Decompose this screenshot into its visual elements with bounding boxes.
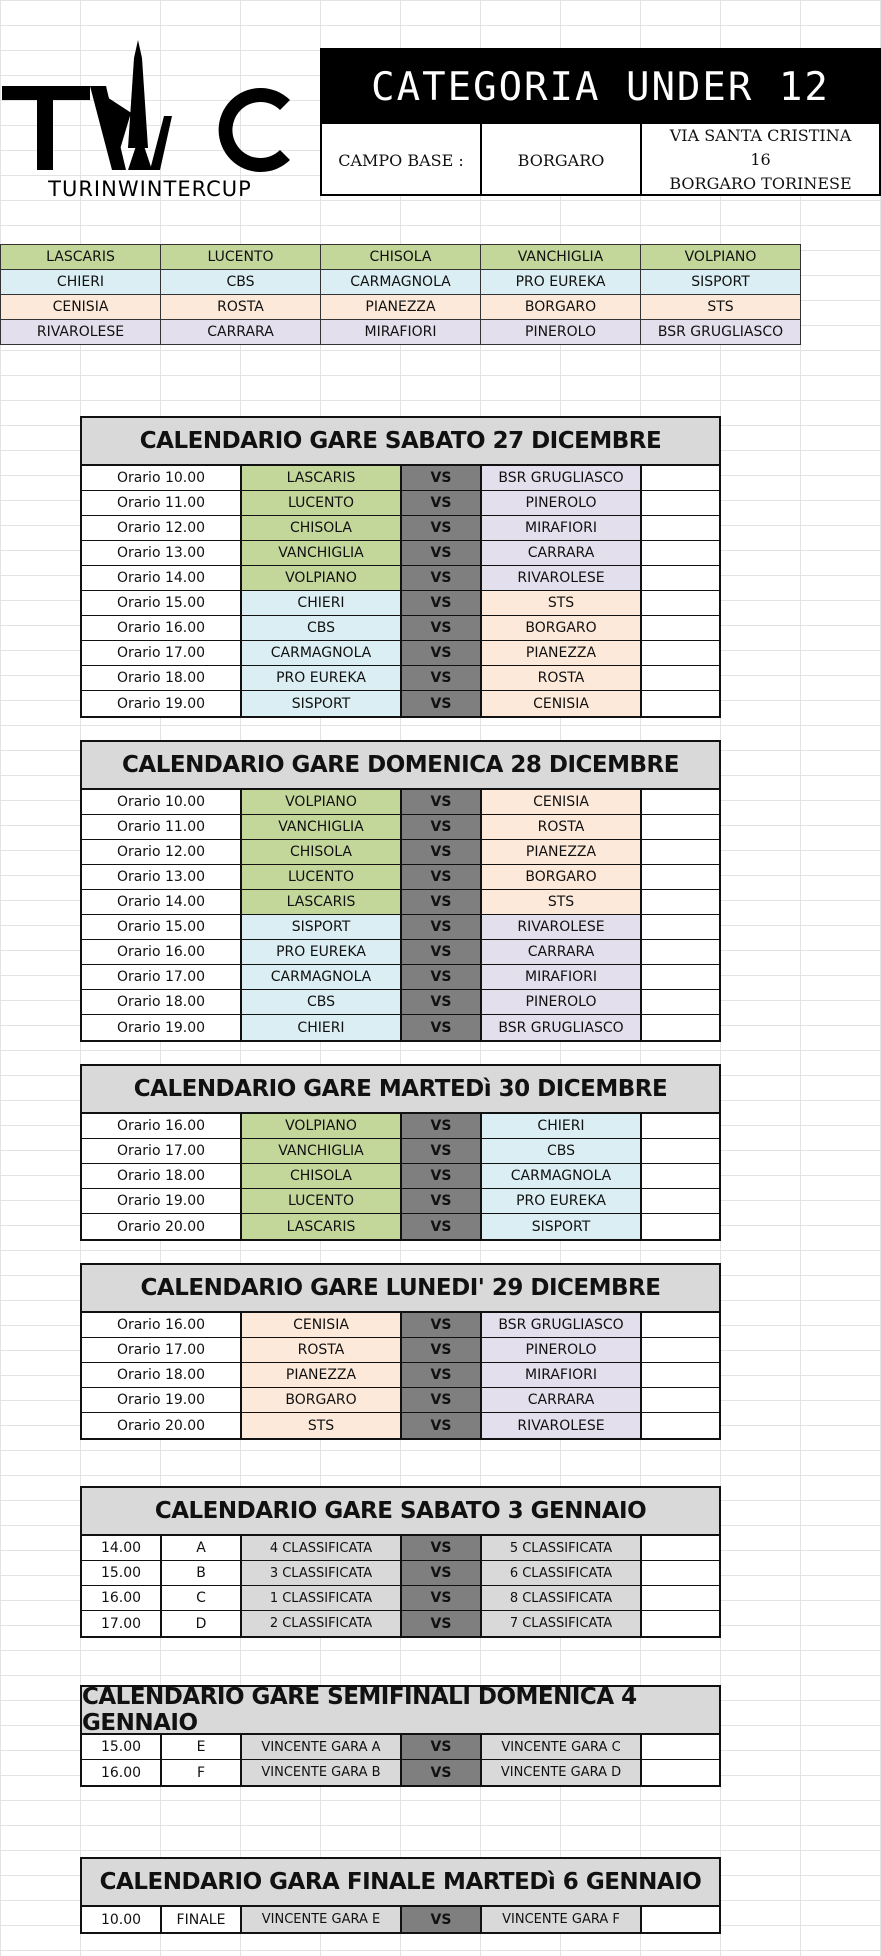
match-row xyxy=(82,1561,719,1586)
home-team: CBS xyxy=(242,616,402,640)
away-team: PIANEZZA xyxy=(482,840,642,864)
home-team: VOLPIANO xyxy=(242,790,402,814)
score-cell xyxy=(642,1536,719,1560)
group-team-cell: VOLPIANO xyxy=(641,245,801,270)
schedule-title: CALENDARIO GARE MARTEDì 30 DICEMBRE xyxy=(82,1066,719,1114)
vs-label: VS xyxy=(402,1189,482,1213)
score-cell xyxy=(642,1388,719,1412)
category-title: CATEGORIA UNDER 12 xyxy=(322,50,879,124)
home-team: VANCHIGLIA xyxy=(242,541,402,565)
away-team: RIVAROLESE xyxy=(482,1413,642,1438)
match-row xyxy=(82,691,719,716)
away-team: ROSTA xyxy=(482,666,642,690)
vs-label: VS xyxy=(402,1561,482,1585)
match-row xyxy=(82,1164,719,1189)
group-row xyxy=(1,270,801,295)
match-id: E xyxy=(162,1735,242,1759)
score-cell xyxy=(642,1015,719,1040)
group-team-cell: STS xyxy=(641,295,801,320)
vs-label: VS xyxy=(402,965,482,989)
score-cell xyxy=(642,1164,719,1188)
schedule-title: CALENDARIO GARE DOMENICA 28 DICEMBRE xyxy=(82,742,719,790)
match-row xyxy=(82,566,719,591)
match-time: Orario 11.00 xyxy=(82,815,242,839)
away-team: RIVAROLESE xyxy=(482,915,642,939)
vs-label: VS xyxy=(402,691,482,716)
score-cell xyxy=(642,666,719,690)
home-team: LASCARIS xyxy=(242,466,402,490)
vs-label: VS xyxy=(402,1760,482,1785)
home-team: SISPORT xyxy=(242,915,402,939)
vs-label: VS xyxy=(402,666,482,690)
match-time: Orario 13.00 xyxy=(82,865,242,889)
address-line-3: BORGARO TORINESE xyxy=(669,174,852,193)
away-team: MIRAFIORI xyxy=(482,965,642,989)
away-team: PRO EUREKA xyxy=(482,1189,642,1213)
away-team: PIANEZZA xyxy=(482,641,642,665)
score-cell xyxy=(642,1338,719,1362)
group-row xyxy=(1,245,801,270)
home-team: CHIERI xyxy=(242,1015,402,1040)
away-team: MIRAFIORI xyxy=(482,1363,642,1387)
group-team-cell: MIRAFIORI xyxy=(321,320,481,345)
home-team: STS xyxy=(242,1413,402,1438)
group-team-cell: ROSTA xyxy=(161,295,321,320)
away-team: BORGARO xyxy=(482,616,642,640)
match-time: Orario 12.00 xyxy=(82,516,242,540)
home-team: CBS xyxy=(242,990,402,1014)
score-cell xyxy=(642,1413,719,1438)
vs-label: VS xyxy=(402,1338,482,1362)
schedule-title: CALENDARIO GARE SABATO 3 GENNAIO xyxy=(82,1488,719,1536)
home-team: VANCHIGLIA xyxy=(242,815,402,839)
schedule-table xyxy=(80,740,721,1042)
vs-label: VS xyxy=(402,1015,482,1040)
score-cell xyxy=(642,890,719,914)
group-team-cell: VANCHIGLIA xyxy=(481,245,641,270)
home-team: LUCENTO xyxy=(242,865,402,889)
match-row xyxy=(82,840,719,865)
match-time: 16.00 xyxy=(82,1760,162,1785)
match-time: Orario 16.00 xyxy=(82,940,242,964)
away-team: 6 CLASSIFICATA xyxy=(482,1561,642,1585)
match-id: B xyxy=(162,1561,242,1585)
schedule-title: CALENDARIO GARA FINALE MARTEDì 6 GENNAIO xyxy=(82,1859,719,1907)
home-team: 3 CLASSIFICATA xyxy=(242,1561,402,1585)
home-team: VINCENTE GARA E xyxy=(242,1907,402,1932)
vs-label: VS xyxy=(402,1413,482,1438)
match-row xyxy=(82,591,719,616)
match-time: Orario 17.00 xyxy=(82,965,242,989)
vs-label: VS xyxy=(402,1114,482,1138)
away-team: BSR GRUGLIASCO xyxy=(482,1015,642,1040)
match-row xyxy=(82,1760,719,1785)
away-team: CARRARA xyxy=(482,940,642,964)
match-time: Orario 19.00 xyxy=(82,691,242,716)
away-team: CARRARA xyxy=(482,541,642,565)
vs-label: VS xyxy=(402,616,482,640)
vs-label: VS xyxy=(402,890,482,914)
match-time: Orario 19.00 xyxy=(82,1015,242,1040)
away-team: ROSTA xyxy=(482,815,642,839)
home-team: VINCENTE GARA B xyxy=(242,1760,402,1785)
match-row xyxy=(82,790,719,815)
home-team: ROSTA xyxy=(242,1338,402,1362)
match-time: Orario 18.00 xyxy=(82,1363,242,1387)
score-cell xyxy=(642,790,719,814)
match-row xyxy=(82,1189,719,1214)
away-team: BSR GRUGLIASCO xyxy=(482,1313,642,1337)
vs-label: VS xyxy=(402,990,482,1014)
score-cell xyxy=(642,940,719,964)
score-cell xyxy=(642,516,719,540)
vs-label: VS xyxy=(402,491,482,515)
home-team: CARMAGNOLA xyxy=(242,641,402,665)
match-row xyxy=(82,815,719,840)
match-time: Orario 16.00 xyxy=(82,1114,242,1138)
schedule-table xyxy=(80,1486,721,1638)
home-team: PRO EUREKA xyxy=(242,666,402,690)
match-time: Orario 13.00 xyxy=(82,541,242,565)
match-row xyxy=(82,1907,719,1932)
score-cell xyxy=(642,840,719,864)
match-time: Orario 17.00 xyxy=(82,641,242,665)
score-cell xyxy=(642,466,719,490)
schedule-table xyxy=(80,1263,721,1440)
score-cell xyxy=(642,1189,719,1213)
vs-label: VS xyxy=(402,466,482,490)
score-cell xyxy=(642,491,719,515)
match-row xyxy=(82,1214,719,1239)
match-id: D xyxy=(162,1611,242,1636)
group-team-cell: BSR GRUGLIASCO xyxy=(641,320,801,345)
match-time: 15.00 xyxy=(82,1561,162,1585)
match-row xyxy=(82,890,719,915)
match-time: Orario 14.00 xyxy=(82,566,242,590)
vs-label: VS xyxy=(402,516,482,540)
away-team: CHIERI xyxy=(482,1114,642,1138)
match-time: 16.00 xyxy=(82,1586,162,1610)
match-time: Orario 18.00 xyxy=(82,1164,242,1188)
score-cell xyxy=(642,915,719,939)
vs-label: VS xyxy=(402,1907,482,1932)
away-team: RIVAROLESE xyxy=(482,566,642,590)
match-row xyxy=(82,915,719,940)
score-cell xyxy=(642,815,719,839)
match-row xyxy=(82,1139,719,1164)
match-row xyxy=(82,1735,719,1760)
group-team-cell: CHIERI xyxy=(1,270,161,295)
home-team: 2 CLASSIFICATA xyxy=(242,1611,402,1636)
score-cell xyxy=(642,1214,719,1239)
groups-table xyxy=(0,244,801,345)
score-cell xyxy=(642,566,719,590)
schedule-table xyxy=(80,416,721,718)
away-team: 5 CLASSIFICATA xyxy=(482,1536,642,1560)
match-time: Orario 18.00 xyxy=(82,666,242,690)
home-team: CHISOLA xyxy=(242,1164,402,1188)
group-team-cell: CHISOLA xyxy=(321,245,481,270)
vs-label: VS xyxy=(402,1586,482,1610)
away-team: 7 CLASSIFICATA xyxy=(482,1611,642,1636)
vs-label: VS xyxy=(402,1139,482,1163)
away-team: CARRARA xyxy=(482,1388,642,1412)
vs-label: VS xyxy=(402,1363,482,1387)
address-line-1: VIA SANTA CRISTINA xyxy=(669,126,852,145)
tournament-logo xyxy=(0,38,300,198)
match-time: Orario 12.00 xyxy=(82,840,242,864)
match-row xyxy=(82,965,719,990)
home-team: PRO EUREKA xyxy=(242,940,402,964)
away-team: BORGARO xyxy=(482,865,642,889)
match-id: C xyxy=(162,1586,242,1610)
score-cell xyxy=(642,1313,719,1337)
score-cell xyxy=(642,1114,719,1138)
schedule-table xyxy=(80,1857,721,1934)
match-row xyxy=(82,641,719,666)
venue-address xyxy=(642,124,879,196)
vs-label: VS xyxy=(402,1388,482,1412)
group-team-cell: SISPORT xyxy=(641,270,801,295)
schedule-table xyxy=(80,1685,721,1787)
vs-label: VS xyxy=(402,815,482,839)
away-team: CBS xyxy=(482,1139,642,1163)
match-row xyxy=(82,940,719,965)
group-team-cell: PIANEZZA xyxy=(321,295,481,320)
match-row xyxy=(82,1015,719,1040)
match-row xyxy=(82,990,719,1015)
away-team: CARMAGNOLA xyxy=(482,1164,642,1188)
match-row xyxy=(82,1114,719,1139)
match-time: Orario 20.00 xyxy=(82,1214,242,1239)
away-team: CENISIA xyxy=(482,691,642,716)
vs-label: VS xyxy=(402,566,482,590)
match-row xyxy=(82,466,719,491)
vs-label: VS xyxy=(402,940,482,964)
home-team: CARMAGNOLA xyxy=(242,965,402,989)
match-time: Orario 16.00 xyxy=(82,1313,242,1337)
match-time: Orario 20.00 xyxy=(82,1413,242,1438)
match-time: Orario 18.00 xyxy=(82,990,242,1014)
score-cell xyxy=(642,990,719,1014)
match-row xyxy=(82,1536,719,1561)
match-row xyxy=(82,1413,719,1438)
match-time: Orario 10.00 xyxy=(82,790,242,814)
match-time: Orario 15.00 xyxy=(82,591,242,615)
home-team: VOLPIANO xyxy=(242,566,402,590)
group-team-cell: CENISIA xyxy=(1,295,161,320)
away-team: PINEROLO xyxy=(482,990,642,1014)
home-team: LASCARIS xyxy=(242,890,402,914)
score-cell xyxy=(642,541,719,565)
match-row xyxy=(82,491,719,516)
away-team: SISPORT xyxy=(482,1214,642,1239)
home-team: SISPORT xyxy=(242,691,402,716)
logo-subtitle: TURINWINTERCUP xyxy=(48,177,252,198)
match-time: Orario 19.00 xyxy=(82,1388,242,1412)
group-team-cell: LUCENTO xyxy=(161,245,321,270)
home-team: CENISIA xyxy=(242,1313,402,1337)
away-team: BSR GRUGLIASCO xyxy=(482,466,642,490)
schedule-title: CALENDARIO GARE LUNEDI' 29 DICEMBRE xyxy=(82,1265,719,1313)
match-time: Orario 11.00 xyxy=(82,491,242,515)
match-row xyxy=(82,1586,719,1611)
score-cell xyxy=(642,691,719,716)
match-time: Orario 19.00 xyxy=(82,1189,242,1213)
category-header xyxy=(320,48,881,196)
schedule-table xyxy=(80,1064,721,1241)
home-team: VANCHIGLIA xyxy=(242,1139,402,1163)
address-line-2: 16 xyxy=(750,150,771,169)
away-team: STS xyxy=(482,591,642,615)
vs-label: VS xyxy=(402,865,482,889)
group-team-cell: CBS xyxy=(161,270,321,295)
match-row xyxy=(82,1363,719,1388)
vs-label: VS xyxy=(402,1536,482,1560)
score-cell xyxy=(642,965,719,989)
match-time: 14.00 xyxy=(82,1536,162,1560)
away-team: PINEROLO xyxy=(482,491,642,515)
match-row xyxy=(82,516,719,541)
score-cell xyxy=(642,1611,719,1636)
match-id: FINALE xyxy=(162,1907,242,1932)
vs-label: VS xyxy=(402,591,482,615)
home-team: CHISOLA xyxy=(242,516,402,540)
home-team: BORGARO xyxy=(242,1388,402,1412)
match-time: Orario 10.00 xyxy=(82,466,242,490)
group-team-cell: RIVAROLESE xyxy=(1,320,161,345)
schedule-title: CALENDARIO GARE SEMIFINALI DOMENICA 4 GENNAIO xyxy=(82,1687,719,1735)
group-team-cell: BORGARO xyxy=(481,295,641,320)
score-cell xyxy=(642,1363,719,1387)
match-row xyxy=(82,865,719,890)
match-row xyxy=(82,1388,719,1413)
score-cell xyxy=(642,1760,719,1785)
match-time: Orario 16.00 xyxy=(82,616,242,640)
match-row xyxy=(82,1338,719,1363)
vs-label: VS xyxy=(402,1164,482,1188)
group-team-cell: LASCARIS xyxy=(1,245,161,270)
vs-label: VS xyxy=(402,1611,482,1636)
vs-label: VS xyxy=(402,1735,482,1759)
score-cell xyxy=(642,865,719,889)
match-time: Orario 17.00 xyxy=(82,1338,242,1362)
away-team: PINEROLO xyxy=(482,1338,642,1362)
away-team: CENISIA xyxy=(482,790,642,814)
away-team: STS xyxy=(482,890,642,914)
match-row xyxy=(82,541,719,566)
match-row xyxy=(82,1313,719,1338)
score-cell xyxy=(642,1139,719,1163)
vs-label: VS xyxy=(402,790,482,814)
score-cell xyxy=(642,616,719,640)
score-cell xyxy=(642,1907,719,1932)
away-team: MIRAFIORI xyxy=(482,516,642,540)
match-time: Orario 17.00 xyxy=(82,1139,242,1163)
campo-base-value: BORGARO xyxy=(482,124,642,196)
score-cell xyxy=(642,1735,719,1759)
match-row xyxy=(82,666,719,691)
vs-label: VS xyxy=(402,840,482,864)
match-id: F xyxy=(162,1760,242,1785)
group-team-cell: CARRARA xyxy=(161,320,321,345)
match-id: A xyxy=(162,1536,242,1560)
away-team: VINCENTE GARA F xyxy=(482,1907,642,1932)
campo-base-row xyxy=(322,124,879,196)
match-time: 10.00 xyxy=(82,1907,162,1932)
vs-label: VS xyxy=(402,1214,482,1239)
score-cell xyxy=(642,1561,719,1585)
schedule-title: CALENDARIO GARE SABATO 27 DICEMBRE xyxy=(82,418,719,466)
away-team: VINCENTE GARA C xyxy=(482,1735,642,1759)
home-team: LASCARIS xyxy=(242,1214,402,1239)
group-team-cell: PINEROLO xyxy=(481,320,641,345)
match-time: Orario 14.00 xyxy=(82,890,242,914)
home-team: 1 CLASSIFICATA xyxy=(242,1586,402,1610)
home-team: VINCENTE GARA A xyxy=(242,1735,402,1759)
home-team: LUCENTO xyxy=(242,1189,402,1213)
match-time: Orario 15.00 xyxy=(82,915,242,939)
score-cell xyxy=(642,591,719,615)
home-team: PIANEZZA xyxy=(242,1363,402,1387)
campo-base-label: CAMPO BASE : xyxy=(322,124,482,196)
score-cell xyxy=(642,641,719,665)
vs-label: VS xyxy=(402,1313,482,1337)
match-time: 15.00 xyxy=(82,1735,162,1759)
home-team: LUCENTO xyxy=(242,491,402,515)
home-team: VOLPIANO xyxy=(242,1114,402,1138)
match-row xyxy=(82,616,719,641)
away-team: 8 CLASSIFICATA xyxy=(482,1586,642,1610)
group-team-cell: PRO EUREKA xyxy=(481,270,641,295)
home-team: CHISOLA xyxy=(242,840,402,864)
away-team: VINCENTE GARA D xyxy=(482,1760,642,1785)
vs-label: VS xyxy=(402,641,482,665)
group-row xyxy=(1,295,801,320)
match-time: 17.00 xyxy=(82,1611,162,1636)
vs-label: VS xyxy=(402,541,482,565)
home-team: CHIERI xyxy=(242,591,402,615)
score-cell xyxy=(642,1586,719,1610)
match-row xyxy=(82,1611,719,1636)
home-team: 4 CLASSIFICATA xyxy=(242,1536,402,1560)
group-row xyxy=(1,320,801,345)
vs-label: VS xyxy=(402,915,482,939)
group-team-cell: CARMAGNOLA xyxy=(321,270,481,295)
